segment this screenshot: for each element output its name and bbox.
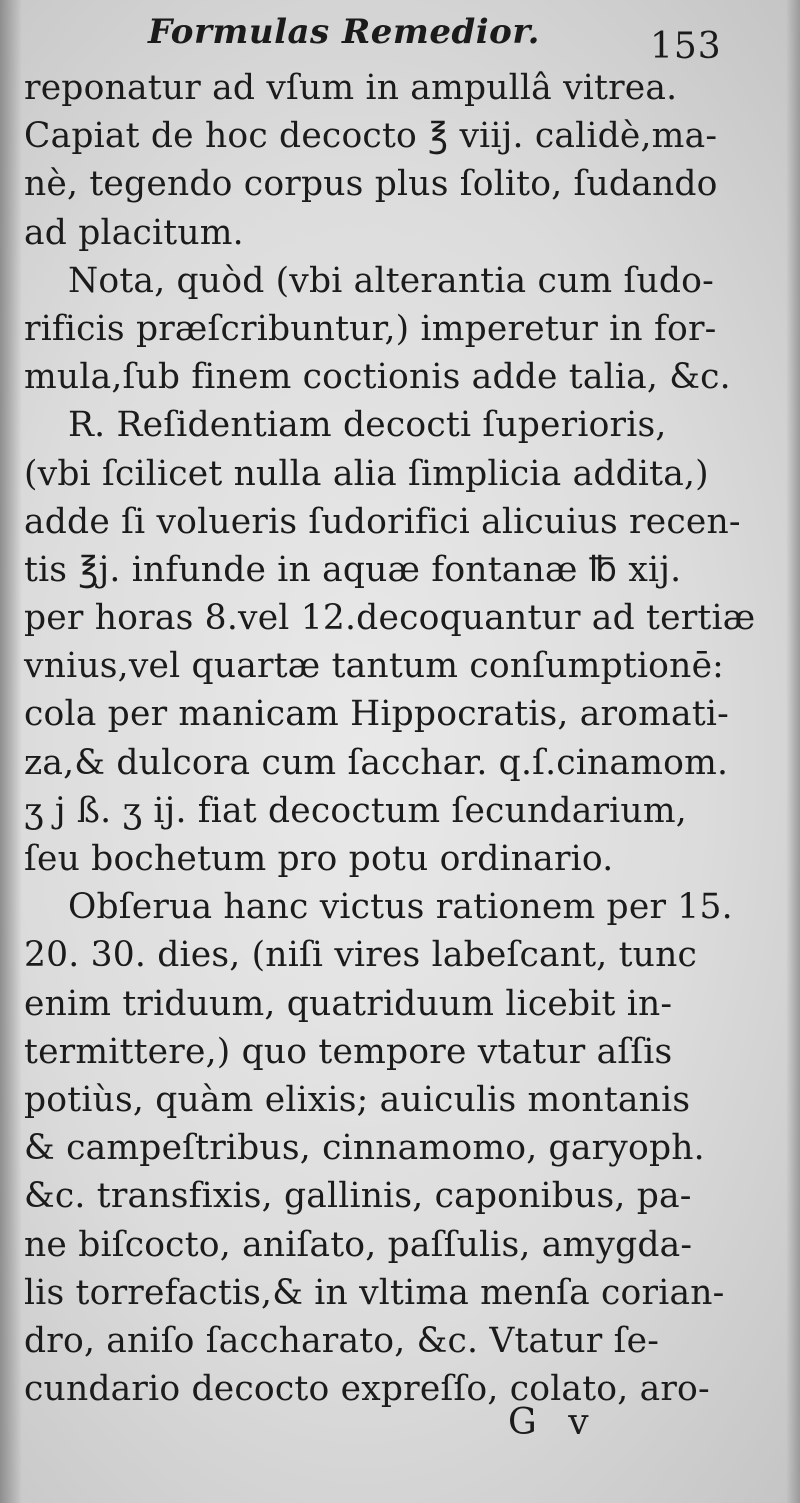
text-line: mula,ſub finem coctionis adde talia, &c. bbox=[24, 357, 731, 398]
text-line: ne biſcocto, aniſato, paſſulis, amygda- bbox=[24, 1224, 693, 1265]
text-line: nè, tegendo corpus plus ſolito, ſudando bbox=[24, 164, 718, 205]
text-line: za,& dulcora cum ſacchar. q.ſ.cinamom. bbox=[24, 742, 729, 783]
text-line: tis ℥j. infunde in aquæ fontanæ ℔ xij. bbox=[24, 549, 682, 590]
text-line: dro, aniſo ſaccharato, &c. Vtatur ſe- bbox=[24, 1320, 660, 1361]
text-line: enim triduum, quatriduum licebit in- bbox=[24, 983, 673, 1024]
text-line: per horas 8.vel 12.decoquantur ad tertiæ bbox=[24, 598, 756, 639]
text-line: 20. 30. dies, (niſi vires labeſcant, tunc bbox=[24, 935, 698, 976]
text-line: cola per manicam Hippocratis, aromati- bbox=[24, 694, 729, 735]
body-text bbox=[24, 64, 776, 1413]
text-line: ʒ j ß. ʒ ij. fiat decoctum ſecundarium, bbox=[24, 790, 687, 831]
text-line: potiùs, quàm elixis; auiculis montanis bbox=[24, 1079, 691, 1120]
text-line: adde ſi volueris ſudorifici alicuius recen- bbox=[24, 501, 741, 542]
text-line: (vbi ſcilicet nulla alia ſimplicia addita,) bbox=[24, 453, 709, 494]
text-line: termittere,) quo tempore vtatur aſſis bbox=[24, 1031, 673, 1072]
text-line: rificis præſcribuntur,) imperetur in for- bbox=[24, 308, 717, 349]
text-line: & campeſtribus, cinnamomo, garyoph. bbox=[24, 1128, 705, 1169]
text-line: reponatur ad vſum in ampullâ vitrea. bbox=[24, 68, 678, 108]
text-line: &c. transfixis, gallinis, caponibus, pa- bbox=[24, 1176, 692, 1217]
text-line: cundario decocto expreſſo, colato, aro- bbox=[24, 1369, 710, 1410]
text-line: ad placitum. bbox=[24, 212, 244, 253]
signature-mark: G v bbox=[508, 1402, 599, 1443]
running-head: Formulas Remedior. bbox=[148, 12, 540, 52]
spine-shadow bbox=[0, 0, 22, 1503]
page-edge bbox=[786, 0, 800, 1503]
page-number: 153 bbox=[650, 26, 722, 67]
text-line: Obſerua hanc victus rationem per 15. bbox=[68, 887, 733, 928]
text-line: ſeu bochetum pro potu ordinario. bbox=[24, 839, 614, 879]
text-line: lis torrefactis,& in vltima menſa corian- bbox=[24, 1272, 725, 1313]
text-line: Nota, quòd (vbi alterantia cum ſudo- bbox=[68, 260, 715, 301]
text-line: Capiat de hoc decocto ℥ viij. calidè,ma- bbox=[24, 116, 718, 157]
text-line: vnius,vel quartæ tantum conſumptionē: bbox=[24, 646, 725, 687]
text-line: R. Reſidentiam decocti ſuperioris, bbox=[68, 405, 667, 446]
